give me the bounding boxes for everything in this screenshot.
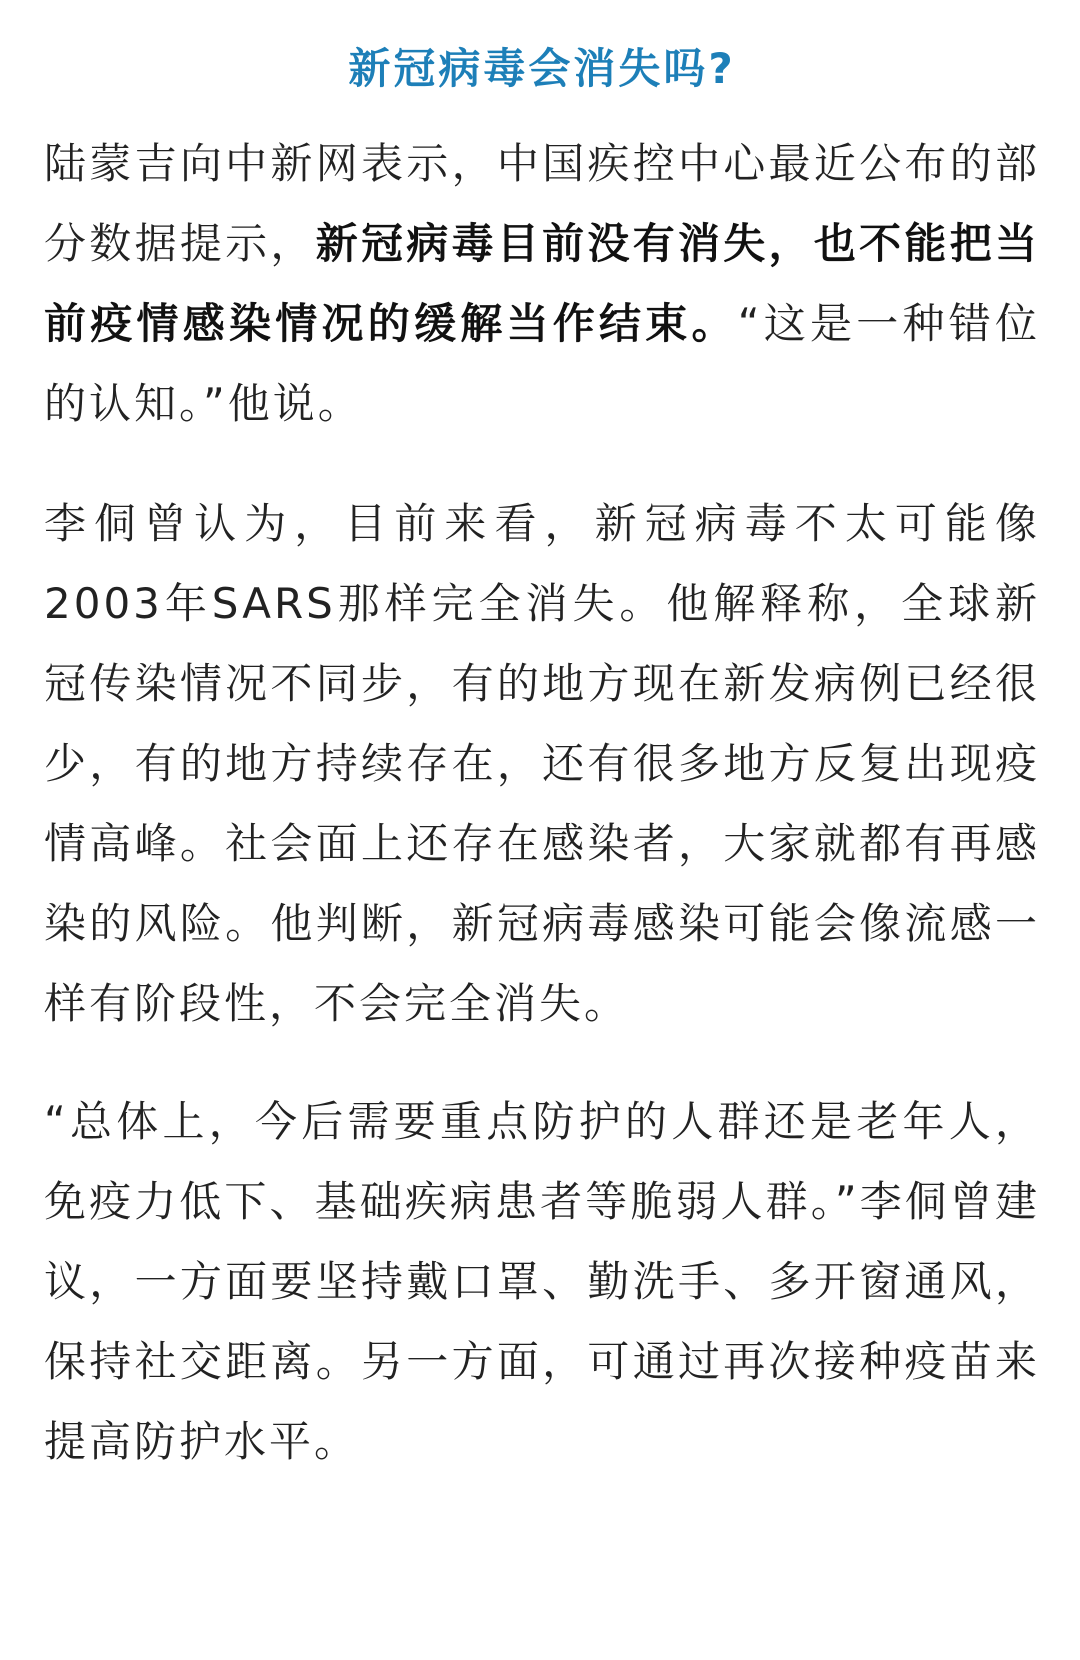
paragraph-2: 李侗曾认为，目前来看，新冠病毒不太可能像2003年SARS那样完全消失。他解释称，全球新冠传染情况不同步，有的地方现在新发病例已经很少，有的地方持续存在，还有很多地方反复出现疫情高峰。社会面上还存在感染者，大家就都有再感染的风险。他判断，新冠病毒感染可能会像流感一样有阶段性，不会完全消失。: [44, 499, 1040, 1028]
article: [44, 0, 1040, 1482]
paragraph-1-quote: “这是一种错位的认知。”他说。: [44, 299, 1040, 428]
paragraph-1: [44, 124, 1040, 444]
paragraph-1-lead: 陆蒙吉向中新网表示，中国疾控中心最近公布的部分数据提示，: [44, 139, 1040, 268]
paragraph-1-emphasis: 新冠病毒目前没有消失，也不能把当前疫情感染情况的缓解当作结束。: [44, 219, 1040, 348]
paragraph-3: “总体上，今后需要重点防护的人群还是老年人，免疫力低下、基础疾病患者等脆弱人群。”李侗曾建议，一方面要坚持戴口罩、勤洗手、多开窗通风，保持社交距离。另一方面，可通过再次接种疫苗来提高防护水平。: [44, 1097, 1040, 1466]
article-headline: 新冠病毒会消失吗?: [348, 44, 736, 93]
